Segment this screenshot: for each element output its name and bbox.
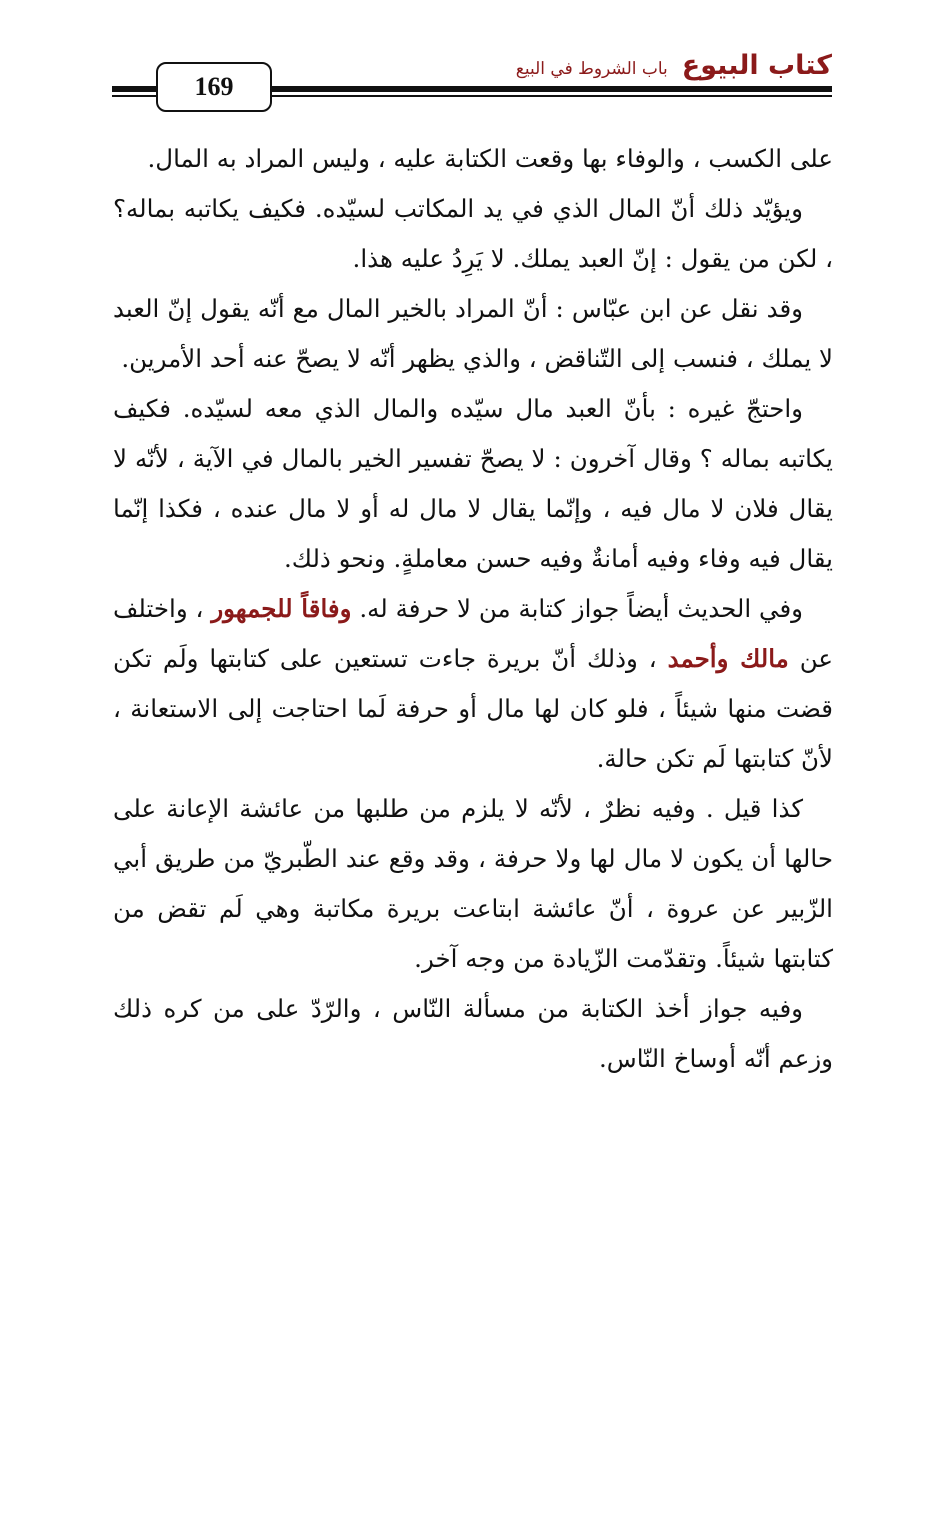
chapter-title: باب الشروط في البيع bbox=[515, 59, 668, 79]
page-number: 169 bbox=[156, 62, 272, 112]
paragraph-2: ويؤيّد ذلك أنّ المال الذي في يد المكاتب لسيّده. فكيف يكاتبه بماله؟ ، لكن من يقول : إنّ العبد يملك. لا يَرِدُ عليه هذا. bbox=[113, 194, 833, 273]
paragraph-4: واحتجّ غيره : بأنّ العبد مال سيّده والمال الذي معه لسيّده. فكيف يكاتبه بماله ؟ وقال آخرون : لا يصحّ تفسير الخير بالمال في الآية ، لأنّه لا يقال فلان لا مال فيه ، وإنّما يقال لا مال له أو لا مال عنده ، فكذا إنّما يقال فيه وفاء وفيه أمانةٌ وفيه حسن معاملةٍ. ونحو ذلك. bbox=[113, 394, 833, 573]
highlight-malik-ahmad: مالك وأحمد bbox=[667, 644, 789, 673]
paragraph-5-text-2: ، واختلف عن bbox=[113, 594, 833, 673]
paragraph-7: وفيه جواز أخذ الكتابة من مسألة النّاس ، والرّدّ على من كره ذلك وزعم أنّه أوساخ النّاس. bbox=[113, 994, 833, 1073]
highlight-jumhur: وفاقاً للجمهور bbox=[211, 594, 352, 623]
paragraph-1: على الكسب ، والوفاء بها وقعت الكتابة عليه ، وليس المراد به المال. bbox=[147, 144, 833, 173]
book-title: كتاب البيوع bbox=[681, 50, 832, 81]
paragraph-5-text-1: وفي الحديث أيضاً جواز كتابة من لا حرفة له. bbox=[351, 594, 803, 623]
page-body bbox=[113, 134, 833, 1084]
paragraph-6: كذا قيل . وفيه نظرٌ ، لأنّه لا يلزم من طلبها من عائشة الإعانة على حالها أن يكون لا مال لها ولا حرفة ، وقد وقع عند الطّبريّ من طريق أبي الزّبير عن عروة ، أنّ عائشة ابتاعت بريرة مكاتبة وهي لَم تقض من كتابتها شيئاً. وتقدّمت الزّيادة من وجه آخر. bbox=[113, 794, 833, 973]
page-header bbox=[112, 50, 832, 112]
paragraph-3: وقد نقل عن ابن عبّاس : أنّ المراد بالخير المال مع أنّه يقول إنّ العبد لا يملك ، فنسب إلى التّناقض ، والذي يظهر أنّه لا يصحّ عنه أحد الأمرين. bbox=[113, 294, 833, 373]
paragraph-5 bbox=[113, 584, 833, 784]
paragraph-5-text-3: ، وذلك أنّ بريرة جاءت تستعين على كتابتها ولَم تكن قضت منها شيئاً ، فلو كان لها مال أو حرفة لَما احتاجت إلى الاستعانة ، لأنّ كتابتها لَم تكن حالة. bbox=[113, 644, 833, 773]
header-titles bbox=[508, 50, 832, 84]
